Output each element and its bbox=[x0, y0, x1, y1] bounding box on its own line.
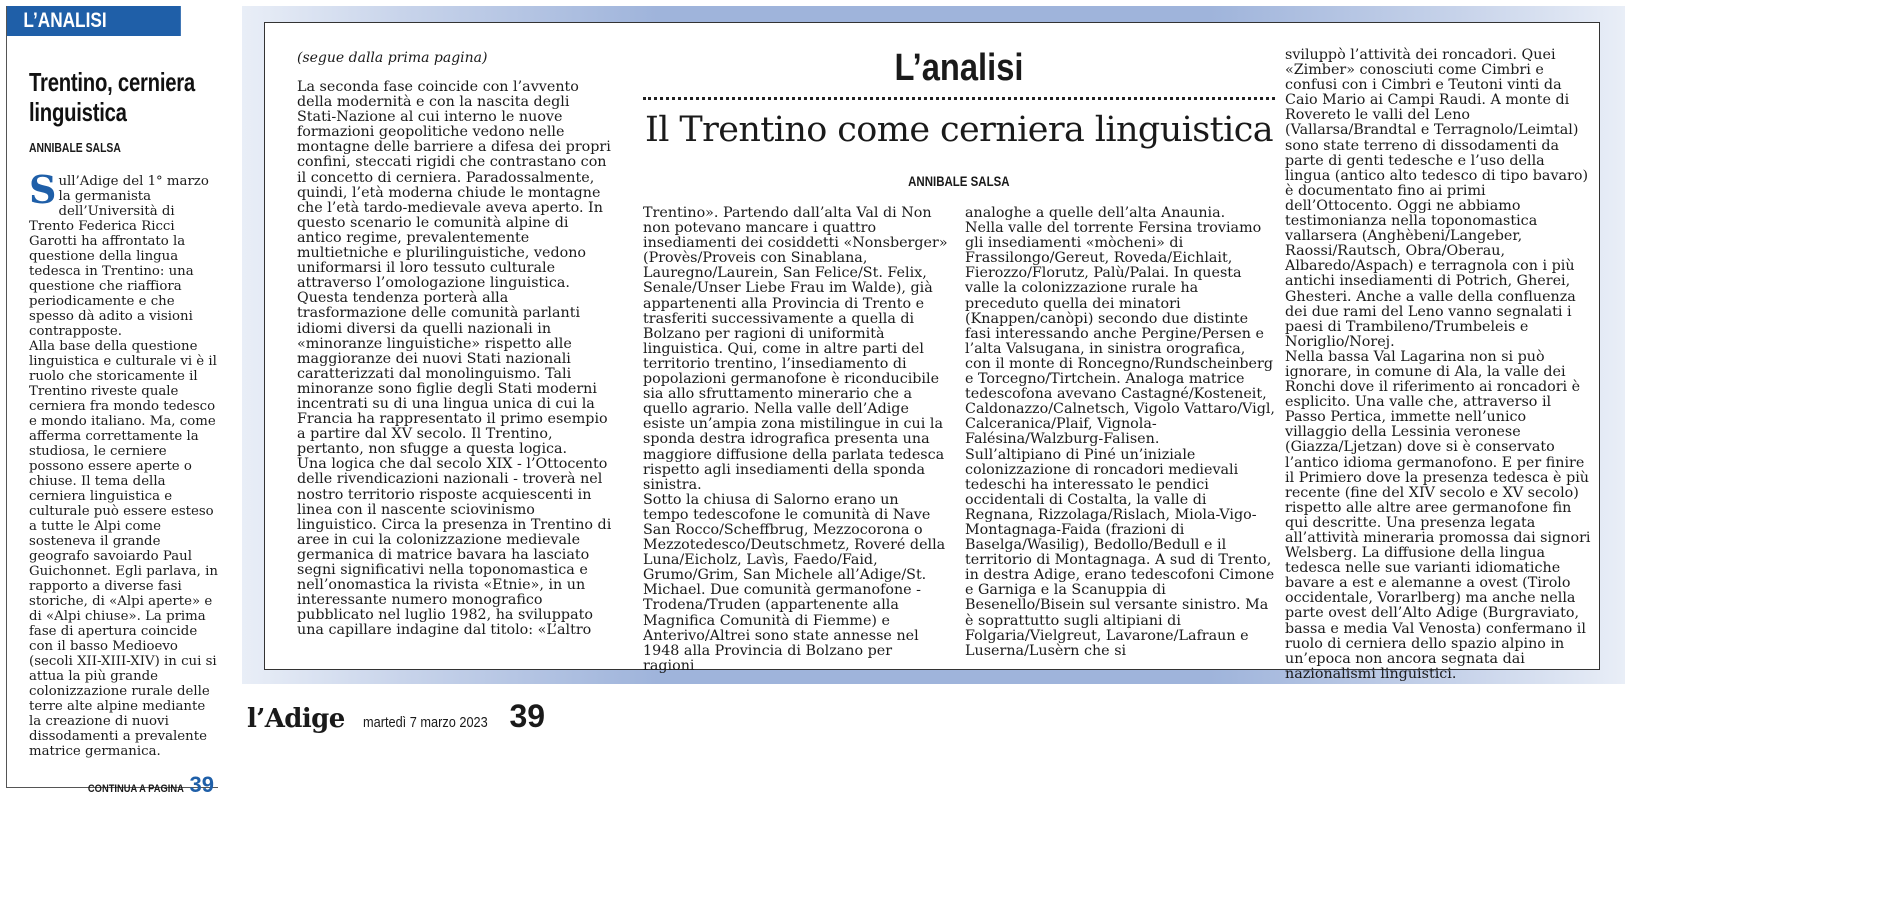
issue-date: martedì 7 marzo 2023 bbox=[362, 714, 488, 731]
segue-note: (segue dalla prima pagina) bbox=[297, 50, 488, 66]
page-footer bbox=[247, 698, 545, 735]
page-number: 39 bbox=[509, 698, 546, 734]
article-column-1: La seconda fase coincide con l’avvento della modernità e con la nascita degli Stati-Nazione al cui interno le nuove formazioni geopolitiche vedono nelle montagne delle barriere a difesa dei propri confini, steccati rigidi che contrastano con il concetto di cerniera. Paradossalmente, quindi, l’età moderna chiude le montagne che l’età tardo-medievale aveva aperto. In questo scenario le comunità alpine di antico regime, prevalentemente multietniche e plurilinguistiche, vedono uniformarsi il loro tessuto culturale attraverso l’omologazione linguistica. Questa tendenza porterà alla trasformazione delle comunità parlanti idiomi diversi da quelli nazionali in «minoranze linguistiche» rispetto alle maggioranze dei nuovi Stati nazionali caratterizzati dal monolinguismo. Tali minoranze sono figlie degli Stati moderni incentrati su di una lingua unica di cui la Francia ha rappresentato il primo esempio a partire dal XV secolo. Il Trentino, pertanto, non sfugge a questa logica. Una logica che dal secolo XIX - l’Ottocento delle rivendicazioni nazionali - troverà nel nostro territorio risposte acquiescenti in linea con il nascente sciovinismo linguistico. Circa la presenza in Trentino di aree in cui la colonizzazione medievale germanica di matrice bavara ha lasciato segni significativi nella toponomastica e nell’onomastica la rivista «Etnie», in un interessante numero monografico pubblicato nel luglio 1982, ha sviluppato una capillare indagine dal titolo: «L’altro bbox=[297, 79, 612, 639]
article-column-2: Trentino». Partendo dall’alta Val di Non non potevano mancare i quattro insediamenti dei cosiddetti «Nonsberger» (Provès/Proveis con Sinablana, Lauregno/Laurein, San Felice/St. Felix, Senale/Unser Liebe Frau im Walde), già appartenenti alla Provincia di Trento e trasferiti successivamente a quella di Bolzano per ragioni di uniformità linguistica. Qui, come in altre parti del territorio trentino, l’insediamento di popolazioni germanofone è riconducibile sia allo sfruttamento minerario che a quello agrario. Nella valle dell’Adige esiste un’ampia zona mistilingue in cui la sponda destra idrografica presenta una maggiore diffusione della parlata tedesca rispetto agli insediamenti della sponda sinistra. Sotto la chiusa di Salorno erano un tempo tedescofone le comunità di Nave San Rocco/Scheffbrug, Mezzocorona o Mezzotedesco/Deutschmetz, Roveré della Luna/Eicholz, Lavìs, Faedo/Faid, Grumo/Grim, San Michele all’Adige/St. Michael. Due comunità germanofone - Trodena/Truden (appartenente alla Magnifica Comunità di Fiemme) e Anterivo/Altrei sono state annesse nel 1948 alla Provincia di Bolzano per ragioni bbox=[643, 205, 948, 674]
continue-label: CONTINUA A PAGINA bbox=[87, 783, 184, 795]
byline-text: ANNIBALE SALSA bbox=[908, 173, 1010, 189]
section-banner: L’ANALISI bbox=[7, 6, 181, 36]
teaser-body bbox=[29, 167, 219, 759]
front-page-teaser bbox=[6, 6, 218, 797]
dotted-divider bbox=[643, 97, 1275, 100]
continue-reference[interactable] bbox=[71, 772, 214, 798]
teaser-body-text: ull’Adige del 1° marzo la germanista dell’Università di Trento Federica Ricci Garotti ha affrontato la questione della lingua tedesca in Trentino: una questione che riaffiora periodicamente e che spesso dà adito a visioni contrapposte. Alla base della questione linguistica e culturale vi è il ruolo che storicamente il Trentino riveste quale cerniera fra mondo tedesco e mondo italiano. Ma, come afferma correttamente la studiosa, le cerniere possono essere aperte o chiuse. Il tema della cerniera linguistica e culturale può essere esteso a tutte le Alpi come sosteneva il grande geografo savoiardo Paul Guichonnet. Egli parlava, in rapporto a diverse fasi storiche, di «Alpi aperte» e di «Alpi chiuse». La prima fase di apertura coincide con il basso Medioevo (secoli XII-XIII-XIV) in cui si attua la più grande colonizzazione rurale delle terre alte alpine mediante la creazione di nuovi dissodamenti a prevalente matrice germanica. bbox=[29, 174, 218, 759]
section-kicker bbox=[643, 45, 1275, 91]
kicker-text: L’analisi bbox=[894, 47, 1024, 89]
article-byline bbox=[643, 173, 1275, 189]
article-headline: Il Trentino come cerniera linguistica bbox=[645, 110, 1273, 150]
teaser-author: ANNIBALE SALSA bbox=[29, 140, 121, 155]
article-box bbox=[264, 22, 1600, 682]
continue-page-number: 39 bbox=[189, 772, 214, 797]
teaser-title: Trentino, cerniera linguistica bbox=[29, 67, 195, 127]
article-column-4: sviluppò l’attività dei roncadori. Quei «Zimber» conosciuti come Cimbri e confusi con i Cimbri e Teutoni vinti da Caio Mario ai Campi Raudi. A monte di Rovereto le valli del Leno (Vallarsa/Brandtal e Terragnolo/Leimtal) sono state terreno di dissodamenti da parte di genti tedesche e l’uso della lingua (antico alto tedesco di tipo bavaro) è documentato fino ai primi dell’Ottocento. Oggi ne abbiamo testimonianza nella toponomastica vallarsera (Anghèbeni/Langeber, Raossi/Rautsch, Obra/Oberau, Albaredo/Aspach) e terragnola con i più antichi insediamenti di Potrich, Gherei, Ghesteri. Anche a valle della confluenza dei due rami del Leno vanno segnalati i paesi di Trambileno/Trumbeleis e Noriglio/Norej. Nella bassa Val Lagarina non si può ignorare, in comune di Ala, la valle dei Ronchi dove il riferimento ai roncadori è esplicito. Una valle che, attraverso il Passo Pertica, immette nell’unico villaggio della Lessinia veronese (Giazza/Ljetzan) dove si è conservato l’antico idioma germanofono. E per finire il Primiero dove la presenza tedesca è più recente (fine del XIV secolo e XV secolo) rispetto alle altre aree germanofone fin qui descritte. Una presenza legata all’attività mineraria promossa dai signori Welsberg. La diffusione della lingua tedesca nelle sue varianti idiomatiche bavare a est e alemanne a ovest (Tirolo occidentale, Vorarlberg) ma anche nella parte ovest dell’Alto Adige (Burgraviato, bassa e media Val Venosta) confermano il ruolo di cerniera dello spazio alpino in un’epoca non ancora segnata dai nazionalismi linguistici. bbox=[1285, 47, 1591, 682]
article-frame bbox=[242, 6, 1625, 684]
newspaper-masthead: l’Adige bbox=[247, 704, 345, 734]
drop-cap: S bbox=[29, 167, 57, 212]
article-column-3: analoghe a quelle dell’alta Anaunia. Nella valle del torrente Fersina troviamo gli insediamenti «mòcheni» di Frassilongo/Gereut, Roveda/Eichlait, Fierozzo/Florutz, Palù/Palai. In questa valle la colonizzazione rurale ha preceduto quella dei minatori (Knappen/canòpi) secondo due distinte fasi interessando anche Pergine/Persen e l’alta Valsugana, in sinistra orografica, con il monte di Roncegno/Rundscheinberg e Torcegno/Tirtchein. Analoga matrice tedescofona avevano Castagné/Kosteneit, Caldonazzo/Calnetsch, Vigolo Vattaro/Vigl, Calceranica/Plaif, Vignola-Falésina/Walzburg-Falisen. Sull’altipiano di Piné un’iniziale colonizzazione di roncadori medievali tedeschi ha interessato le pendici occidentali di Costalta, la valle di Regnana, Rizzolaga/Rislach, Miola-Vigo-Montagnaga-Faida (frazioni di Baselga/Wasilig), Bedollo/Bedull e il territorio di Montagnaga. A sud di Trento, in destra Adige, erano tedescofoni Cimone e Garniga e la Scanuppia di Besenello/Bisein sul versante sinistro. Ma è soprattutto sugli altipiani di Folgaria/Vielgreut, Lavarone/Lafraun e Luserna/Lusèrn che si bbox=[965, 205, 1275, 659]
